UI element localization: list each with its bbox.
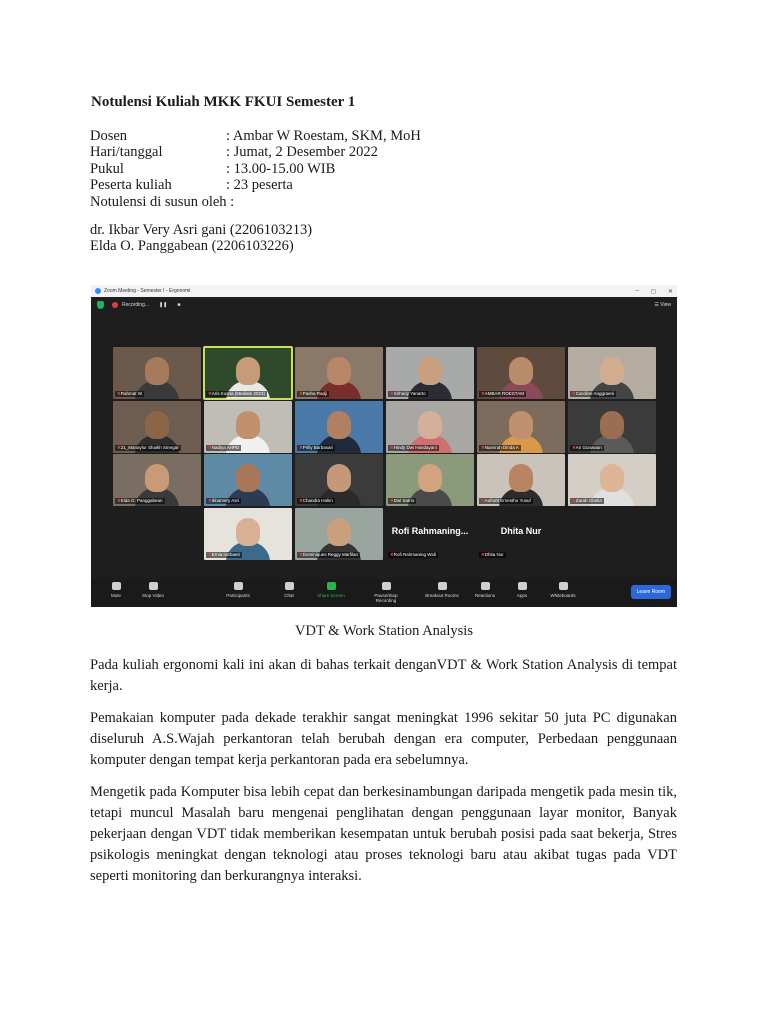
toolbar-label: Mute xyxy=(110,593,121,598)
participant-face xyxy=(236,357,260,385)
participant-tile xyxy=(295,347,383,399)
participant-name: ✖ Chandra Halim xyxy=(297,498,335,504)
toolbar-icon xyxy=(481,582,490,590)
toolbar-item xyxy=(422,582,462,598)
paragraph: Mengetik pada Komputer bisa lebih cepat dan berkesinambungan daripada mengetik pada mesin tik, tetapi muncul Masalah baru mengenai penglihatan dengan penggunaan layar monitor, Banyak pekerjaan dengan VDT tidak memberikan kesempatan untuk berubah posisi pada saat bekerja, Stres psikologis meningkat dengan teknologi atau proses teknologi baru atau akibat tugas pada VDT seperti monitoring dan berkurangnya interaksi. xyxy=(90,784,677,884)
participant-name: ✖ Ikbarvery Asri xyxy=(206,498,241,504)
toolbar-item xyxy=(465,582,505,598)
participant-face xyxy=(418,464,442,492)
info-row-dosen xyxy=(90,128,421,144)
info-value: : Jumat, 2 Desember 2022 xyxy=(226,144,378,161)
toolbar-icon xyxy=(327,582,336,590)
leave-room-button: Leave Room xyxy=(631,585,671,599)
toolbar-icon xyxy=(234,582,243,590)
close-icon: ✕ xyxy=(667,288,673,295)
authors-list xyxy=(90,222,312,255)
toolbar-item xyxy=(543,582,583,598)
toolbar-item xyxy=(269,582,309,598)
toolbar-label: Chat xyxy=(284,593,294,598)
participant-name: ✖ Rahmat W xyxy=(115,391,144,397)
participant-tile xyxy=(113,454,201,506)
toolbar-label: Stop Video xyxy=(142,593,164,598)
toolbar-item xyxy=(311,582,351,598)
participant-name: ✖ Prilly Barbasari xyxy=(297,445,335,451)
participant-name: ✖ Aufrahl Ernestho Yusuf xyxy=(479,498,533,504)
info-label: Dosen xyxy=(90,128,128,144)
toolbar-label: Pause/Stop Recording xyxy=(374,593,398,603)
window-controls xyxy=(636,288,673,295)
zoom-screenshot xyxy=(91,285,677,607)
section-caption: VDT & Work Station Analysis xyxy=(295,623,473,639)
participant-face xyxy=(145,464,169,492)
participant-name: ✖ Ari Gunawan xyxy=(570,445,604,451)
participant-face xyxy=(600,411,624,439)
participant-tile xyxy=(295,454,383,506)
info-row-participants xyxy=(90,177,421,193)
participant-face xyxy=(236,464,260,492)
participant-name: ✖ Aris Kusna (Mediate 2023) xyxy=(206,391,267,397)
participant-name: ✖ Dwi Satrio xyxy=(388,498,416,504)
page-title: Notulensi Kuliah MKK FKUI Semester 1 xyxy=(91,94,356,110)
participant-face xyxy=(327,411,351,439)
recording-label: Recording... xyxy=(122,302,149,308)
info-value: : 13.00-15.00 WIB xyxy=(226,160,336,177)
participant-tile xyxy=(113,401,201,453)
participant-tile xyxy=(204,401,292,453)
info-row-notetaker xyxy=(90,194,421,210)
toolbar-icon xyxy=(559,582,568,590)
participant-face xyxy=(236,411,260,439)
participant-display-name: Rofi Rahmaning... xyxy=(391,526,469,536)
participant-face xyxy=(145,411,169,439)
participant-tile xyxy=(477,347,565,399)
participant-tile xyxy=(477,508,565,560)
participant-name: ✖ Elda O. Panggabean xyxy=(115,498,165,504)
participant-display-name: Dhita Nur xyxy=(500,526,542,536)
toolbar-item xyxy=(502,582,542,598)
participant-tile xyxy=(568,454,656,506)
toolbar-item xyxy=(133,582,173,598)
participant-face xyxy=(236,518,260,546)
participant-name: ✖ Ernia nurbaeti xyxy=(206,552,242,558)
toolbar-icon xyxy=(382,582,391,590)
maximize-icon: ◻ xyxy=(650,288,656,295)
participant-tile xyxy=(386,401,474,453)
participant-tile xyxy=(204,454,292,506)
toolbar-label: Breakout Rooms xyxy=(425,593,459,598)
zoom-topbar xyxy=(91,297,677,313)
participant-name: ✖ Rofi Rahmaning Widi xyxy=(388,552,438,558)
participant-face xyxy=(509,464,533,492)
paragraph: Pada kuliah ergonomi kali ini akan di bahas terkait denganVDT & Work Station Analysis di tempat kerja. xyxy=(90,657,677,694)
zoom-window-title: Zoom Meeting - Semester I - Ergonomi xyxy=(104,288,191,294)
toolbar-icon xyxy=(438,582,447,590)
participant-tile xyxy=(204,347,292,399)
participant-tile xyxy=(204,508,292,560)
info-value: : 23 peserta xyxy=(226,177,293,194)
participant-face xyxy=(327,464,351,492)
participant-tile xyxy=(295,401,383,453)
toolbar-item xyxy=(96,582,136,598)
view-icon: ☰ View xyxy=(654,302,671,308)
zoom-titlebar xyxy=(91,285,677,297)
participant-tile xyxy=(568,347,656,399)
participant-name: ✖ Namirah Dinda A xyxy=(479,445,521,451)
info-label: Notulensi di susun oleh : xyxy=(90,193,235,210)
participant-name: ✖ Pasha Radji xyxy=(297,391,329,397)
toolbar-label: Participants xyxy=(226,593,250,598)
recording-icon xyxy=(112,302,118,308)
toolbar-label: Whiteboards xyxy=(550,593,576,598)
paragraph: Pemakaian komputer pada dekade terakhir sangat meningkat 1996 sekitar 50 juta PC digunakan diseluruh A.S.Wajah perkantoran telah berubah dengan era computer, Perbedaan penggunaan komputer dengan tempat kerja perkantoran pada era sebelumnya. xyxy=(90,710,677,768)
participant-tile xyxy=(386,454,474,506)
info-row-time xyxy=(90,161,421,177)
participant-name: ✖ Sirhady Yanarto xyxy=(388,391,428,397)
participant-tile xyxy=(568,401,656,453)
participant-name: ✖ Zarah Obelia xyxy=(570,498,604,504)
info-label: Hari/tanggal xyxy=(90,144,163,161)
participant-face xyxy=(509,357,533,385)
participant-face xyxy=(418,411,442,439)
participant-tile xyxy=(477,401,565,453)
participant-tile xyxy=(386,508,474,560)
info-label: Pukul xyxy=(90,160,124,177)
participant-face xyxy=(145,357,169,385)
participant-face xyxy=(418,357,442,385)
author: dr. Ikbar Very Asri gani (2206103213) xyxy=(90,222,313,238)
toolbar-icon xyxy=(285,582,294,590)
participant-name: ✖ Nadiya AHPD xyxy=(206,445,241,451)
author: Elda O. Panggabean (2206103226) xyxy=(90,238,294,255)
stop-icon: ■ xyxy=(177,302,181,308)
minimize-icon: – xyxy=(635,287,639,294)
toolbar-icon xyxy=(149,582,158,590)
toolbar-label: Apps xyxy=(516,593,528,598)
participant-name: ✖ Caroline Anggraeni xyxy=(570,391,616,397)
participant-name: ✖ AMBAR ROESTAM xyxy=(479,391,526,397)
participant-face xyxy=(327,357,351,385)
zoom-logo-icon xyxy=(95,288,101,294)
toolbar-item xyxy=(218,582,258,598)
participant-face xyxy=(600,464,624,492)
participant-name: ✖ Dominiques Reggy Marfilan xyxy=(297,552,360,558)
participant-tile xyxy=(295,508,383,560)
info-value: : Ambar W Roestam, SKM, MoH xyxy=(226,128,421,144)
participant-face xyxy=(327,518,351,546)
shield-icon xyxy=(97,301,104,309)
participant-face xyxy=(509,411,533,439)
participant-tile xyxy=(477,454,565,506)
meeting-info xyxy=(90,128,421,210)
participant-tile xyxy=(113,347,201,399)
toolbar-icon xyxy=(112,582,121,590)
pause-icon: ❚❚ xyxy=(158,302,168,308)
participant-face xyxy=(600,357,624,385)
toolbar-label: Reactions xyxy=(474,593,495,598)
participant-tile xyxy=(386,347,474,399)
participant-name: ✖ Hindy Dwi Handayani xyxy=(388,445,439,451)
participant-name: ✖ 21_Manaylur Shaikh Sinegar xyxy=(115,445,181,451)
toolbar-icon xyxy=(518,582,527,590)
zoom-toolbar xyxy=(91,579,677,607)
info-row-date xyxy=(90,144,421,160)
view-label: View xyxy=(660,302,671,308)
toolbar-item xyxy=(366,582,406,603)
toolbar-label: Share Screen xyxy=(317,593,345,598)
participant-name: ✖ Dhita Nur xyxy=(479,552,506,558)
info-label: Peserta kuliah xyxy=(90,177,172,194)
